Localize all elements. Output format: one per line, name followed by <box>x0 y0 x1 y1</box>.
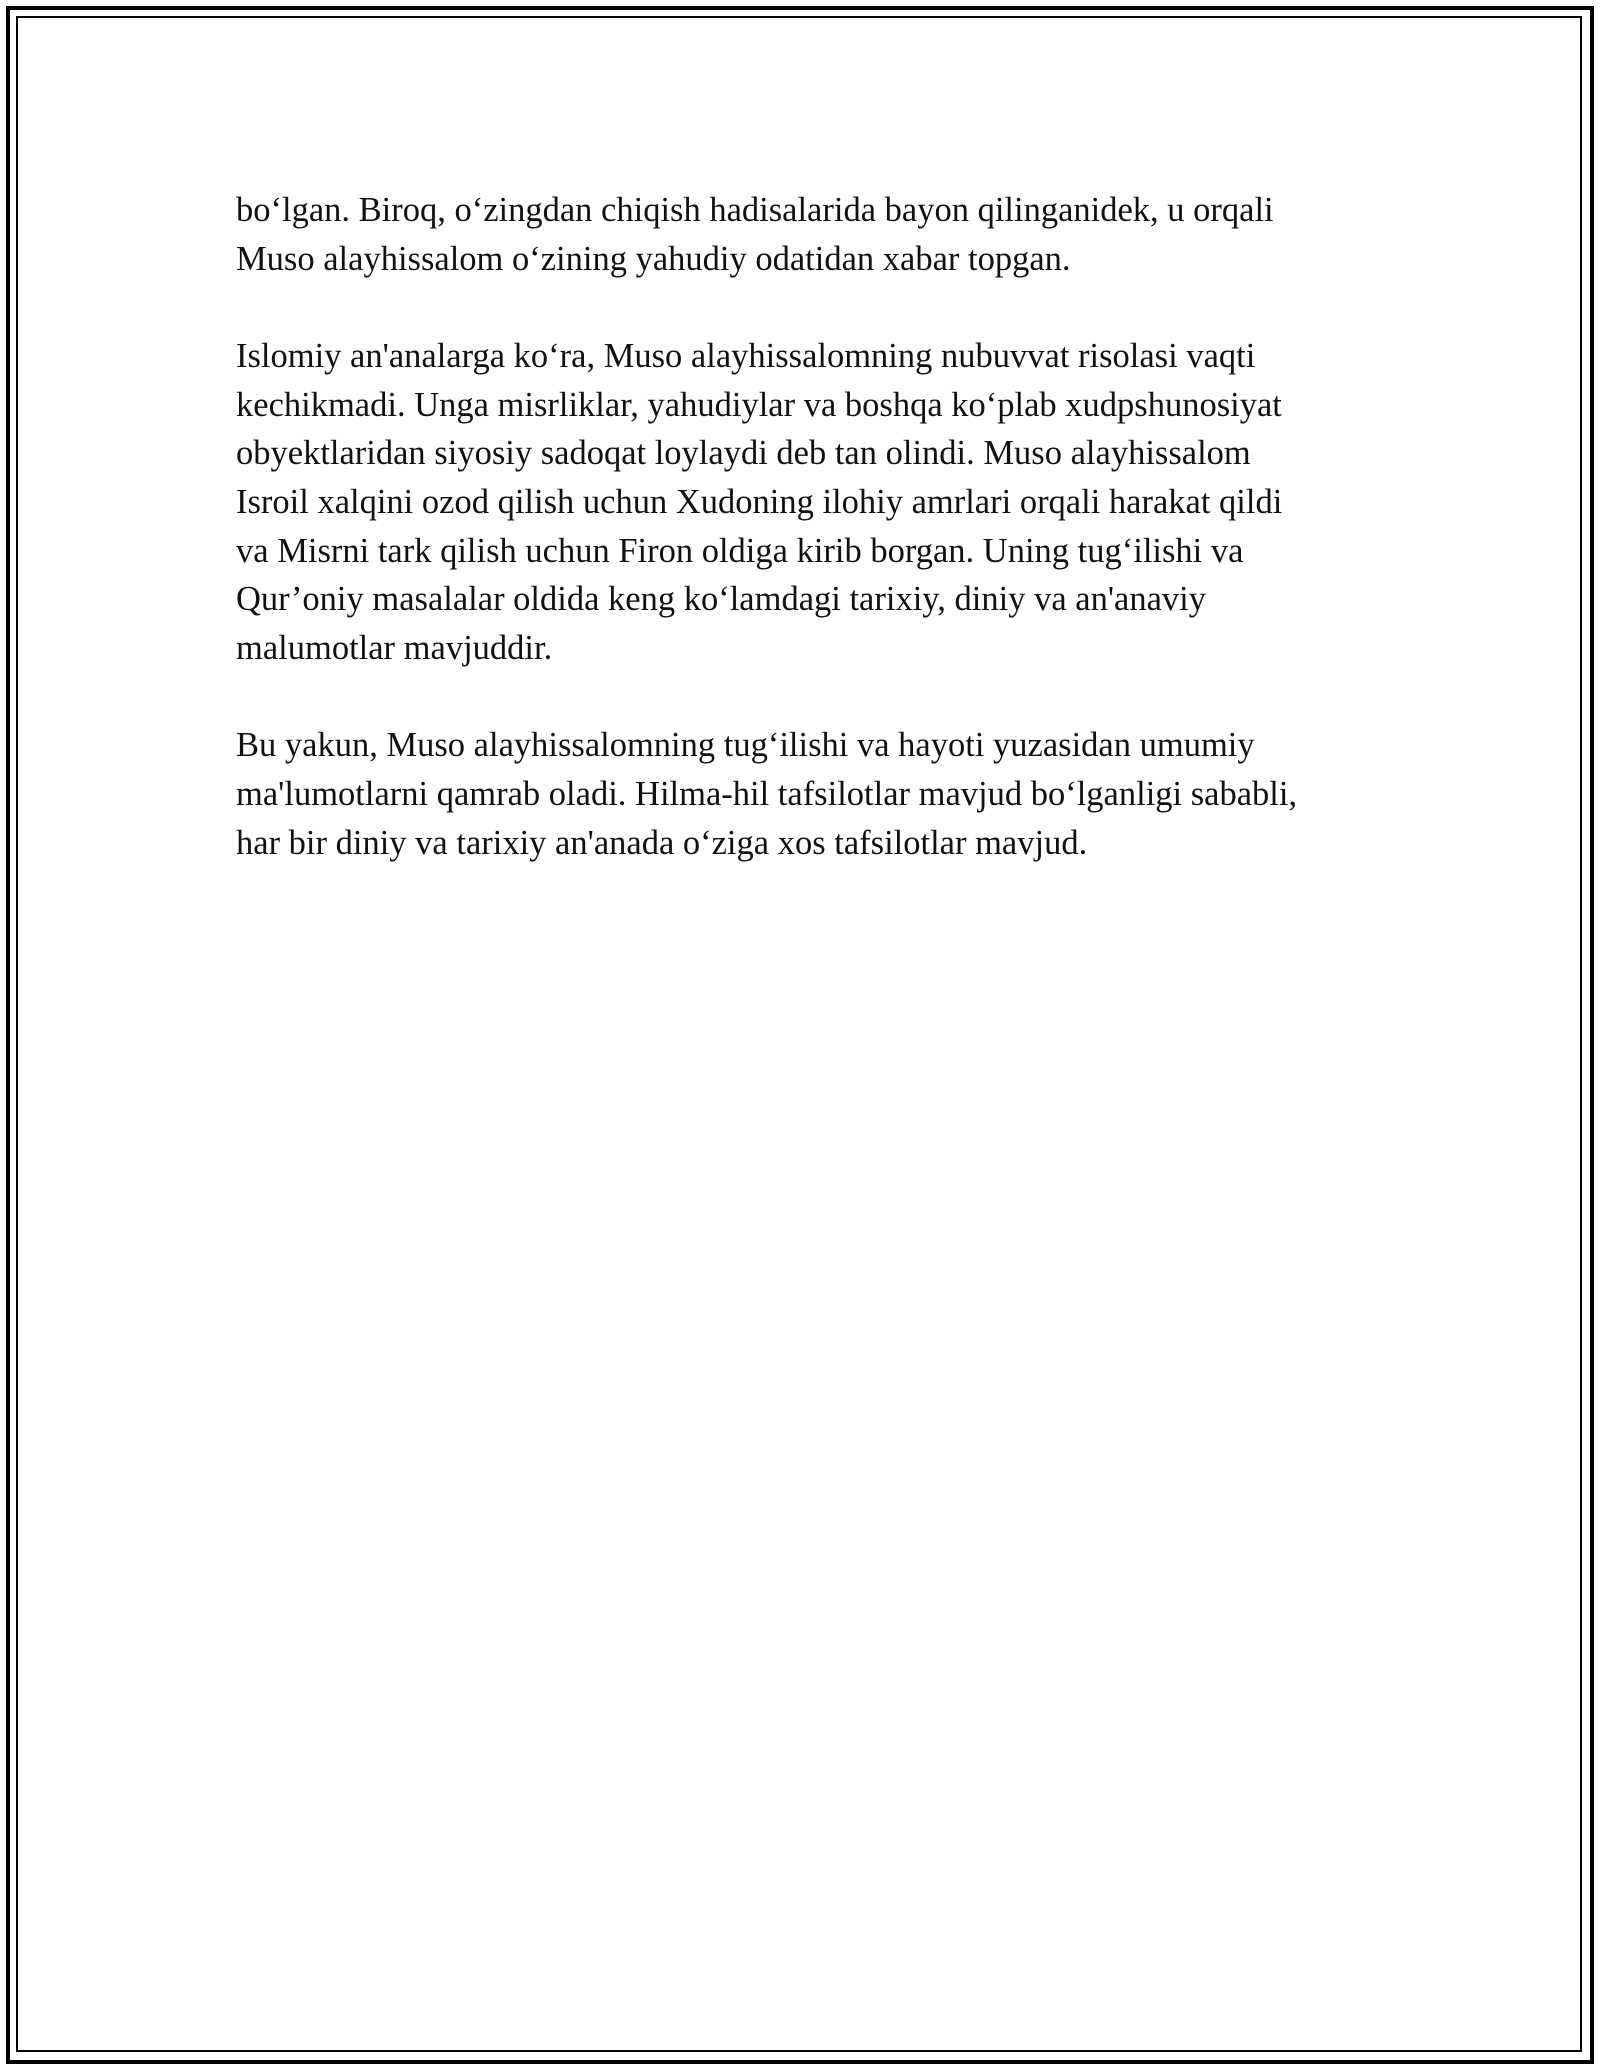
paragraph-1: bo‘lgan. Biroq, o‘zingdan chiqish hadisalarida bayon qilinganidek, u orqali Muso alayhissalom o‘zining yahudiy odatidan xabar topgan. <box>236 191 1274 278</box>
paragraph-2: Islomiy an'analarga ko‘ra, Muso alayhissalomning nubuvvat risolasi vaqti kechikmadi. Unga misrliklar, yahudiylar va boshqa ko‘plab xudpshunosiyat obyektlaridan siyosiy sadoqat loylaydi deb tan olindi. Muso alayhissalom Isroil xalqini ozod qilish uchun Xudoning ilohiy amrlari orqali harakat qildi va Misrni tark qilish uchun Firon oldiga kirib borgan. Uning tug‘ilishi va Qur’oniy masalalar oldida keng ko‘lamdagi tarixiy, diniy va an'anaviy malumotlar mavjuddir. <box>236 337 1283 667</box>
document-body <box>236 186 1386 916</box>
paragraph-3: Bu yakun, Muso alayhissalomning tug‘ilishi va hayoti yuzasidan umumiy ma'lumotlarni qamrab oladi. Hilma-hil tafsilotlar mavjud bo‘lganligi sababli, har bir diniy va tarixiy an'anada o‘ziga xos tafsilotlar mavjud. <box>236 726 1298 862</box>
